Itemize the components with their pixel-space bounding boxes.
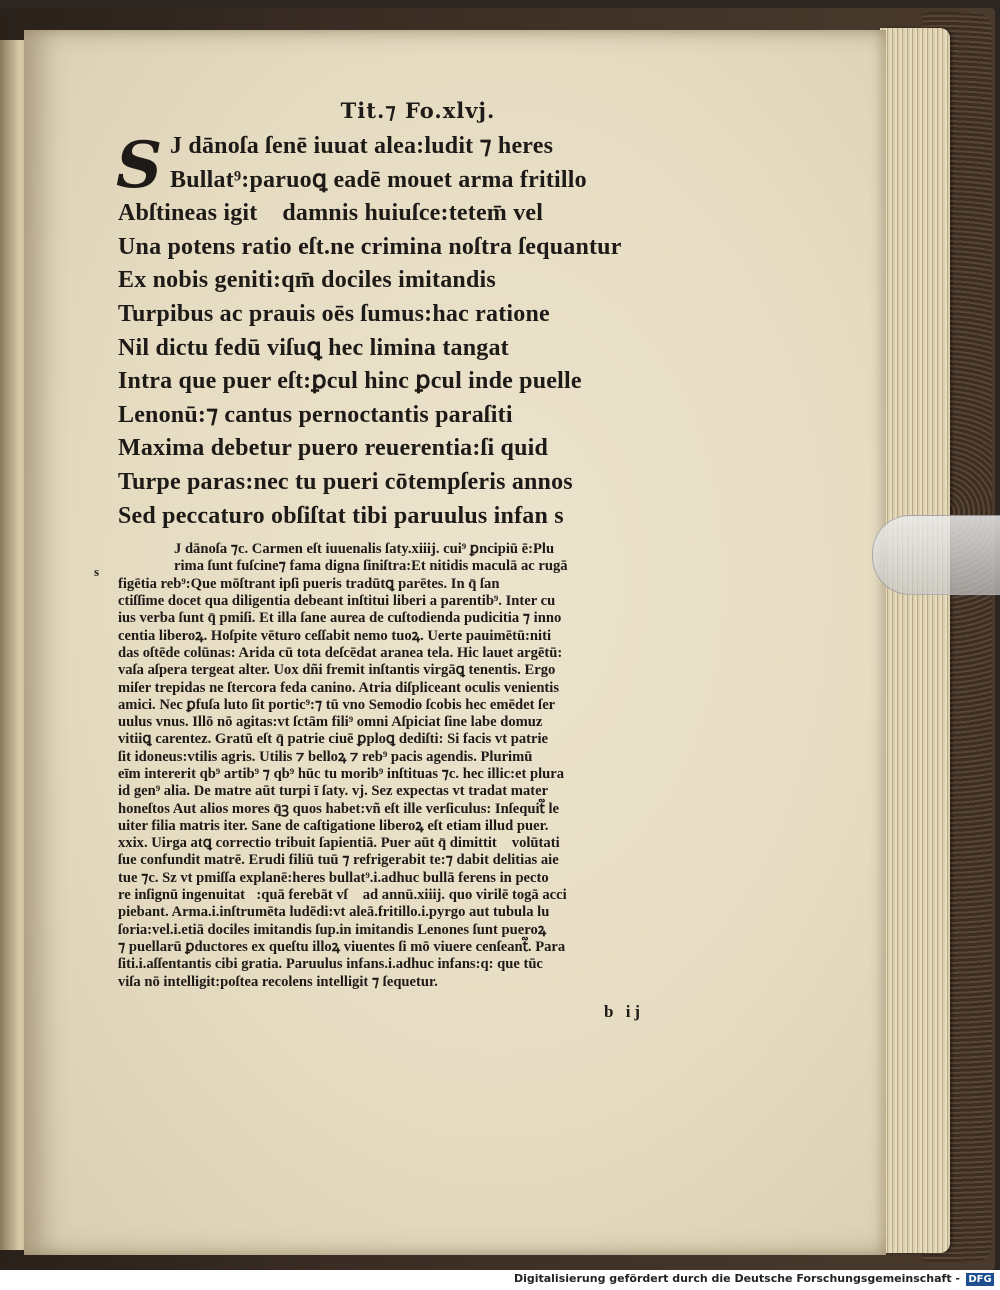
commentary-marker: s bbox=[94, 564, 100, 580]
commentary-line: vaſa aſpera tergeat alter. Uox dñi fremit inſtantis virgāꝗ tenentis. Ergo bbox=[118, 662, 556, 679]
commentary-line: das oſtēde colūnas: Arida cū tota deſcēdat aranea tela. Hic lauet argētū: bbox=[118, 644, 563, 661]
commentary-line: viſa nō intelligit:poſtea recolens intelligit ⁊ ſequetur. bbox=[118, 973, 438, 990]
verse-line: Nil dictu fedū viſuꝗ hec limina tangat bbox=[118, 334, 509, 361]
commentary-line: piebant. Arma.i.inſtrumēta ludēdi:vt aleā.fritillo.i.pyrgo aut tubula lu bbox=[118, 904, 550, 921]
fore-edge bbox=[880, 28, 950, 1253]
verse-line: Sed peccaturo obſiſtat tibi paruulus infan s bbox=[118, 502, 564, 529]
commentary-line: amici. Nec ꝑfuſa luto ſit portic⁹:⁊ tū vno Semodio ſcobis hec emēdet ſer bbox=[118, 696, 556, 713]
verse-line: J dānoſa ſenē iuuat alea:ludit ⁊ heres bbox=[170, 133, 554, 159]
commentary-line: vitiiꝗ carentez. Gratū eſt q̄ patrie ciuē ꝑploꝗ dediſti: Si facis vt patrie bbox=[118, 731, 548, 748]
verse-line: Lenonū:⁊ cantus pernoctantis paraſiti bbox=[118, 401, 513, 428]
commentary-line: ⁊ puellarū ꝑductores ex queſtu illoꝝ viuentes ſi mō viuere cenſeant᷑. Para bbox=[118, 938, 566, 955]
verse-line: Intra que puer eſt:ꝑcul hinc ꝑcul inde puelle bbox=[118, 368, 582, 395]
verse-line: Maxima debetur puero reuerentia:ſi quid bbox=[118, 435, 549, 462]
commentary-line: ctiſſime docet qua diligentia debeant inſtitui liberi a parentib⁹. Inter cu bbox=[118, 593, 556, 610]
verse-line: Ex nobis geniti:qm̄ dociles imitandis bbox=[118, 267, 496, 294]
verse-line: Turpe paras:nec tu pueri cōtempſeris annos bbox=[118, 468, 573, 495]
commentary-line: honeſtos Aut alios mores q̄ꝫ quos habet:vñ eſt ille verſiculus: Inſequit᷑ le bbox=[118, 800, 559, 817]
commentary-line: tue ⁊c. Sz vt pmiſſa explanē:heres bullat⁹.i.adhuc bullā ferens in pecto bbox=[118, 869, 549, 886]
commentary-line: re inſignū ingenuitat᷑:quā ferebāt vſꝗ ad annū.xiiij. quo virilē togā acci bbox=[118, 887, 567, 904]
verse-line: Abſtineas igit᷑ damnis huiuſce:tetem̄ vel bbox=[118, 200, 544, 227]
commentary-line: J dānoſa ⁊c. Carmen eſt iuuenalis ſaty.xiiij. cui⁹ ꝑncipiū ē:Plu bbox=[174, 541, 555, 558]
verse-block bbox=[118, 130, 688, 533]
page-clamp bbox=[872, 515, 1000, 595]
footer-credit: Digitalisierung gefördert durch die Deutsche Forschungsgemeinschaft - bbox=[513, 1272, 960, 1285]
commentary-line: ſue confundit matrē. Erudi filiū tuū ⁊ refrigerabit te:⁊ dabit delitias aie bbox=[118, 852, 559, 869]
dfg-logo: DFG bbox=[966, 1273, 994, 1286]
running-head: Tit.⁊ Fo.xlvj. bbox=[340, 98, 496, 123]
commentary-line: uiter filia matris iter. Sane de caſtigatione liberoꝝ eſt etiam illud puer. bbox=[118, 817, 549, 834]
verse-line: Una potens ratio eſt.ne crimina noſtra ſequantur bbox=[118, 233, 622, 260]
commentary-line: uulus vnus. Illō nō agitas:vt ſctām fili⁹ omni Aſpiciat ſine labe domuz bbox=[118, 714, 543, 731]
signature-mark: b ij bbox=[604, 1002, 645, 1021]
decorated-initial: S bbox=[116, 128, 163, 203]
commentary-block bbox=[94, 541, 688, 991]
commentary-line: xxix. Uirga atꝗ correctio tribuit ſapientiā. Puer aūt q̄ dimittit᷑ volūtati bbox=[118, 835, 560, 852]
commentary-line: ſit idoneus:vtilis agris. Utilis ⁊ belloꝝ ⁊ reb⁹ pacis agendis. Plurimū bbox=[118, 748, 533, 765]
commentary-line: miſer trepidas ne ſtercora feda canino. Atria diſpliceant oculis venientis bbox=[118, 679, 560, 696]
commentary-line: ſiti.i.aſſentantis cibi gratia. Paruulus infans.i.adhuc infans:q: que tūc bbox=[118, 956, 543, 973]
commentary-line: figētia reb⁹:Que mōſtrant ipſi pueris tradūtꝗ parētes. In q̄ ſan bbox=[118, 575, 500, 592]
commentary-line: ſoria:vel.i.etiā dociles imitandis ſup.in imitandis Lenones ſunt pueroꝝ bbox=[118, 921, 547, 938]
page-text bbox=[94, 98, 688, 991]
commentary-line: ius verba ſunt q̄ pmiſi. Et illa ſane aurea de cuſtodienda pudicitia ⁊ inno bbox=[118, 610, 562, 627]
commentary-line: eīm intererit qb⁹ artib⁹ ⁊ qb⁹ hūc tu morib⁹ inſtituas ⁊c. hec illic:et plura bbox=[118, 765, 565, 782]
commentary-line: id gen⁹ alia. De matre aūt turpi ī ſaty. vj. Sez expectas vt tradat mater bbox=[118, 783, 549, 800]
verse-line: Bullat⁹:paruoꝗ eadē mouet arma fritillo bbox=[170, 166, 587, 193]
commentary-line: centia liberoꝝ. Hoſpite vēturo ceſſabit nemo tuoꝝ. Uerte pauimētū:niti bbox=[118, 627, 552, 644]
commentary-line: rima ſunt fuſcine⁊ fama digna ſiniſtra:Et nitidis maculā ac rugā bbox=[174, 558, 568, 575]
footer-bar bbox=[0, 1270, 1000, 1290]
verse-line: Turpibus ac prauis oēs ſumus:hac ratione bbox=[118, 300, 550, 327]
